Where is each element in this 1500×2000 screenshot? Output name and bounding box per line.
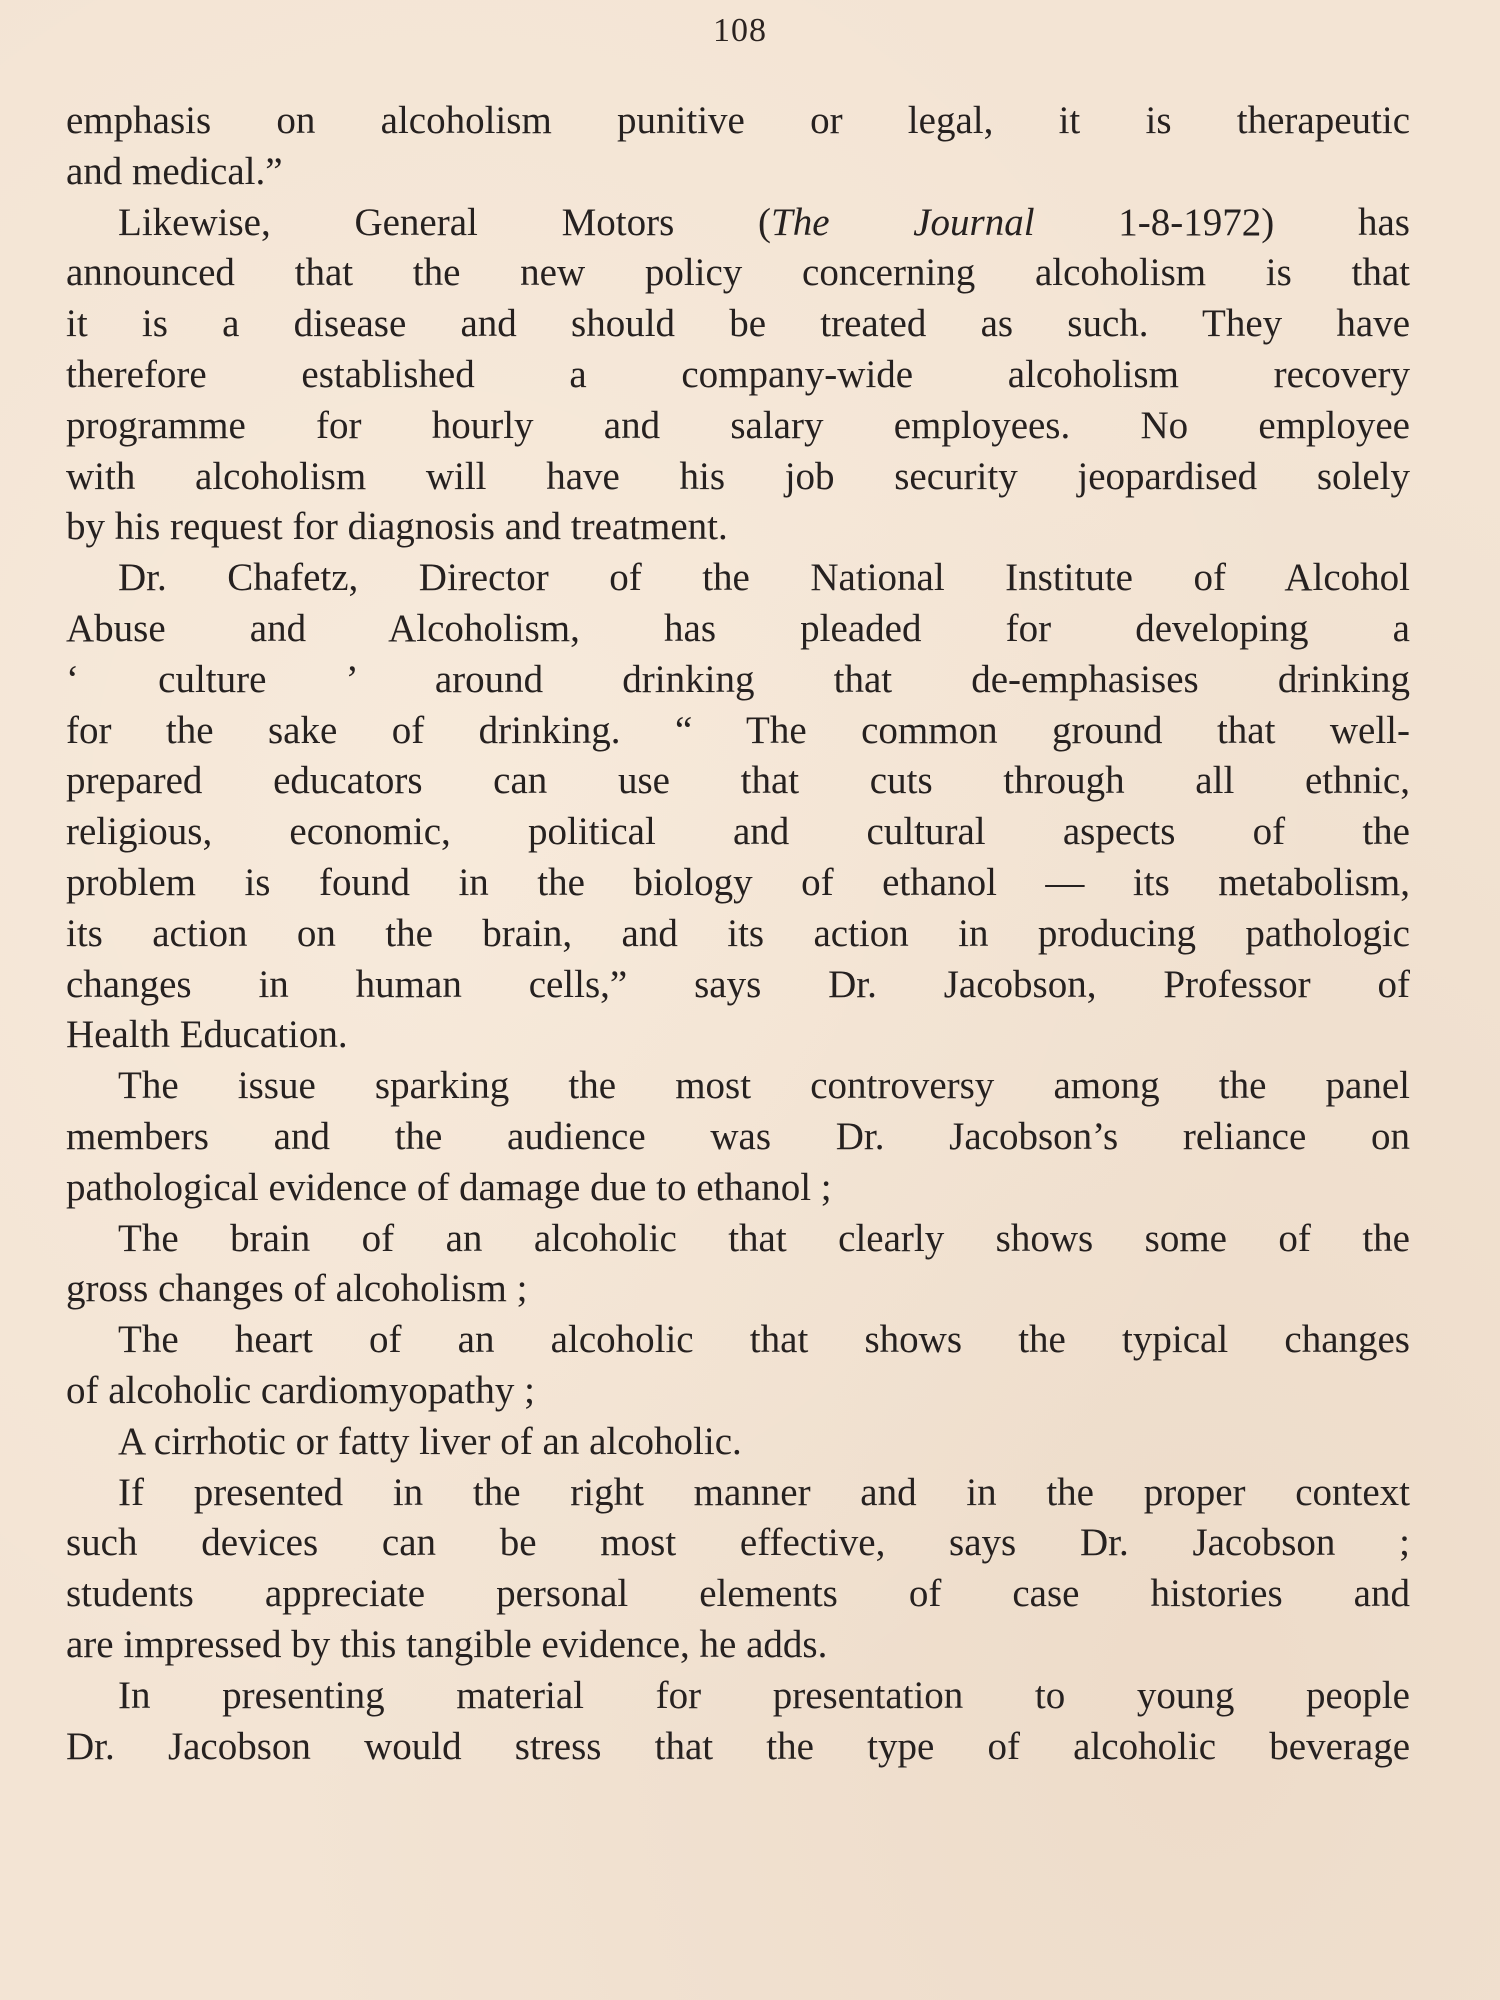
text-line: pathological evidence of damage due to ethanol ; (66, 1165, 832, 1209)
text-line: problem is found in the biology of ethanol — its metabolism, (66, 860, 1410, 904)
text-line: by his request for diagnosis and treatment. (66, 505, 728, 549)
text-line: If presented in the right manner and in the proper context (118, 1470, 1410, 1514)
text-line: with alcoholism will have his job security jeopardised solely (66, 454, 1410, 498)
text-line: Dr. Jacobson would stress that the type of alcoholic beverage (66, 1724, 1410, 1768)
text-line: and medical.” (66, 149, 283, 193)
text-line: The issue sparking the most controversy among the panel (118, 1064, 1410, 1108)
text-line: students appreciate personal elements of case histories and (66, 1572, 1410, 1616)
text-line: programme for hourly and salary employees. No employee (66, 403, 1410, 447)
text-line: The heart of an alcoholic that shows the typical changes (118, 1318, 1410, 1362)
text-line: religious, economic, political and cultural aspects of the (66, 810, 1410, 854)
text-line: ‘ culture ’ around drinking that de-emphasises drinking (66, 657, 1410, 701)
text-line: emphasis on alcoholism punitive or legal, it is therapeutic (66, 99, 1410, 142)
text-line: The brain of an alcoholic that clearly shows some of the (118, 1216, 1410, 1260)
text-line: In presenting material for presentation to young people (118, 1673, 1410, 1717)
text-line: of alcoholic cardiomyopathy ; (66, 1368, 535, 1412)
page-number: 108 (713, 12, 767, 49)
text-line: Health Education. (66, 1013, 348, 1057)
text-line: such devices can be most effective, says Dr. Jacobson ; (66, 1521, 1410, 1565)
text-line-after: 1-8-1972) has (1034, 200, 1410, 244)
text-line-before: Likewise, General Motors ( (118, 200, 771, 244)
text-line: announced that the new policy concerning alcoholism is that (66, 251, 1410, 295)
text-line: for the sake of drinking. “ The common ground that well- (66, 708, 1410, 752)
text-line: Dr. Chafetz, Director of the National Institute of Alcohol (118, 556, 1410, 600)
text-line (66, 198, 1410, 249)
body-text (66, 96, 1410, 1772)
text-line: it is a disease and should be treated as such. They have (66, 302, 1410, 346)
text-line: members and the audience was Dr. Jacobson’s reliance on (66, 1114, 1410, 1158)
text-line: A cirrhotic or fatty liver of an alcoholic. (118, 1419, 742, 1463)
text-line: prepared educators can use that cuts through all ethnic, (66, 759, 1410, 803)
journal-title: The Journal (771, 200, 1035, 244)
text-line: gross changes of alcoholism ; (66, 1267, 528, 1311)
text-line: therefore established a company-wide alcoholism recovery (66, 352, 1410, 396)
text-line: changes in human cells,” says Dr. Jacobson, Professor of (66, 962, 1410, 1006)
text-line: its action on the brain, and its action in producing pathologic (66, 911, 1410, 955)
text-line: are impressed by this tangible evidence, he adds. (66, 1622, 828, 1666)
text-line: Abuse and Alcoholism, has pleaded for developing a (66, 606, 1410, 650)
